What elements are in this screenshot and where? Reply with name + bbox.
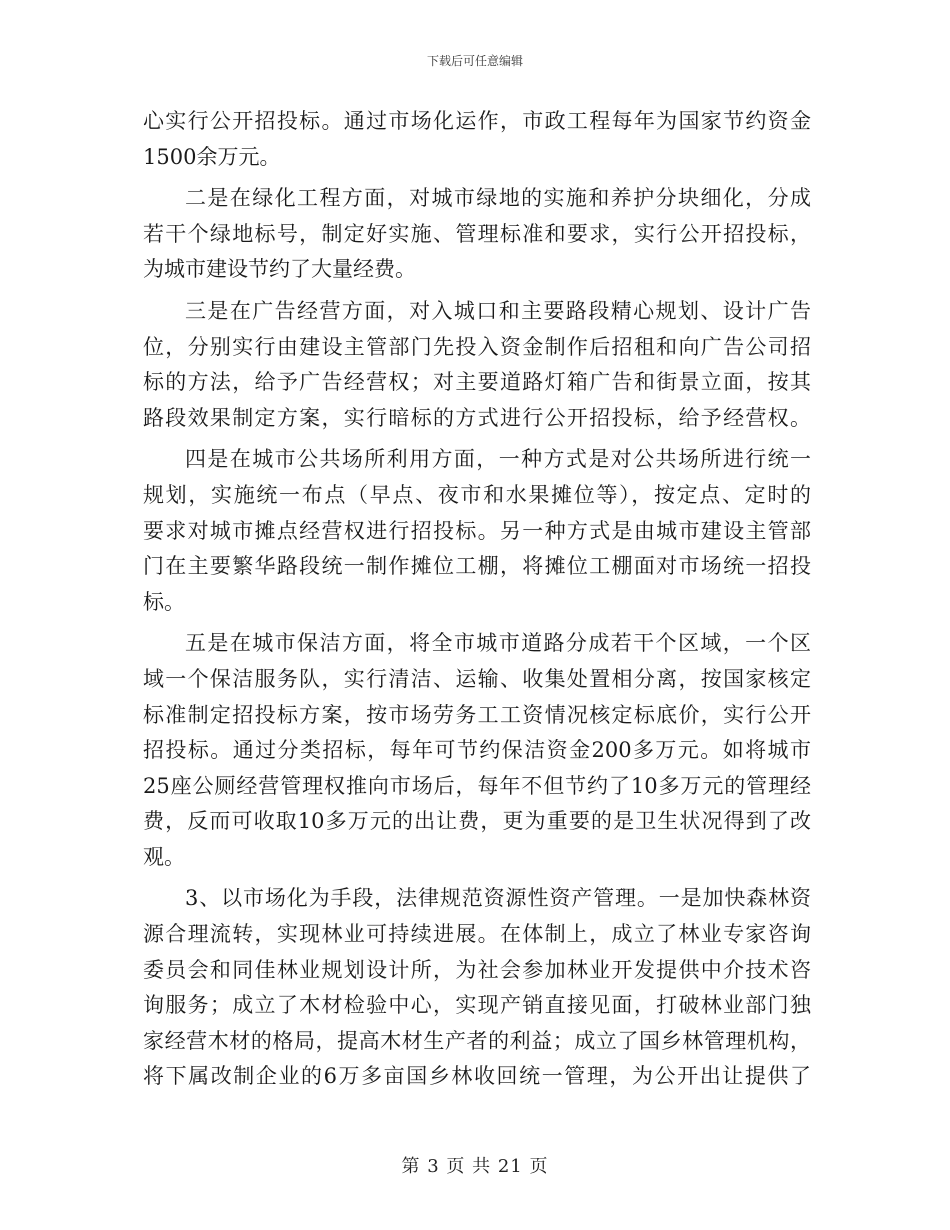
paragraph xyxy=(143,626,811,875)
page-number-footer: 第 3 页 共 21 页 xyxy=(401,1156,549,1177)
text-line: 若干个绿地标号，制定好实施、管理标准和要求，实行公开招投标， xyxy=(143,221,811,246)
text-line: 域一个保洁服务队，实行清洁、运输、收集处置相分离，按国家核定 xyxy=(143,666,811,691)
text-line: 标准制定招投标方案，按市场劳务工工资情况核定标底价，实行公开 xyxy=(143,702,811,727)
text-line: 标。 xyxy=(143,589,185,614)
page-header-note: 下载后可任意编辑 xyxy=(426,54,523,68)
text-line: 1500余万元。 xyxy=(143,144,281,169)
text-line: 为城市建设节约了大量经费。 xyxy=(143,257,416,282)
text-line: 路段效果制定方案，实行暗标的方式进行公开招投标，给予经营权。 xyxy=(143,405,811,430)
text-line: 委员会和同佳林业规划设计所，为社会参加林业开发提供中介技术咨 xyxy=(143,957,811,982)
text-line: 费，反而可收取10多万元的出让费，更为重要的是卫生状况得到了改 xyxy=(143,809,811,834)
text-line: 家经营木材的格局，提高木材生产者的利益；成立了国乡林管理机构， xyxy=(143,1028,811,1053)
text-line: 二是在绿化工程方面，对城市绿地的实施和养护分块细化，分成 xyxy=(185,186,811,211)
text-line: 招投标。通过分类招标，每年可节约保洁资金200多万元。如将城市 xyxy=(143,738,811,763)
text-line: 规划，实施统一布点（早点、夜市和水果摊位等），按定点、定时的 xyxy=(143,482,811,507)
paragraph xyxy=(143,104,811,175)
text-line: 标的方法，给予广告经营权；对主要道路灯箱广告和街景立面，按其 xyxy=(143,370,811,395)
text-line: 3、以市场化为手段，法律规范资源性资产管理。一是加快森林资 xyxy=(185,886,811,911)
paragraph xyxy=(143,881,811,1095)
text-line: 25座公厕经营管理权推向市场后，每年不但节约了10多万元的管理经 xyxy=(143,773,811,798)
paragraph xyxy=(143,294,811,436)
text-line: 源合理流转，实现林业可持续进展。在体制上，成立了林业专家咨询 xyxy=(143,922,811,947)
paragraph xyxy=(143,442,811,620)
text-line: 要求对城市摊点经营权进行招投标。另一种方式是由城市建设主管部 xyxy=(143,518,811,543)
text-line: 五是在城市保洁方面，将全市城市道路分成若干个区域，一个区 xyxy=(185,631,811,656)
text-line: 位，分别实行由建设主管部门先投入资金制作后招租和向广告公司招 xyxy=(143,334,811,359)
text-line: 询服务；成立了木材检验中心，实现产销直接见面，打破林业部门独 xyxy=(143,993,811,1018)
text-line: 门在主要繁华路段统一制作摊位工棚，将摊位工棚面对市场统一招投 xyxy=(143,554,811,579)
paragraph xyxy=(143,181,811,288)
document-body xyxy=(143,104,811,1095)
text-line: 三是在广告经营方面，对入城口和主要路段精心规划、设计广告 xyxy=(185,298,811,323)
text-line: 心实行公开招投标。通过市场化运作，市政工程每年为国家节约资金 xyxy=(143,109,811,133)
text-line: 观。 xyxy=(143,844,185,869)
text-line: 四是在城市公共场所利用方面，一种方式是对公共场所进行统一 xyxy=(185,447,811,472)
text-line: 将下属改制企业的6万多亩国乡林收回统一管理，为公开出让提供了 xyxy=(143,1064,811,1089)
